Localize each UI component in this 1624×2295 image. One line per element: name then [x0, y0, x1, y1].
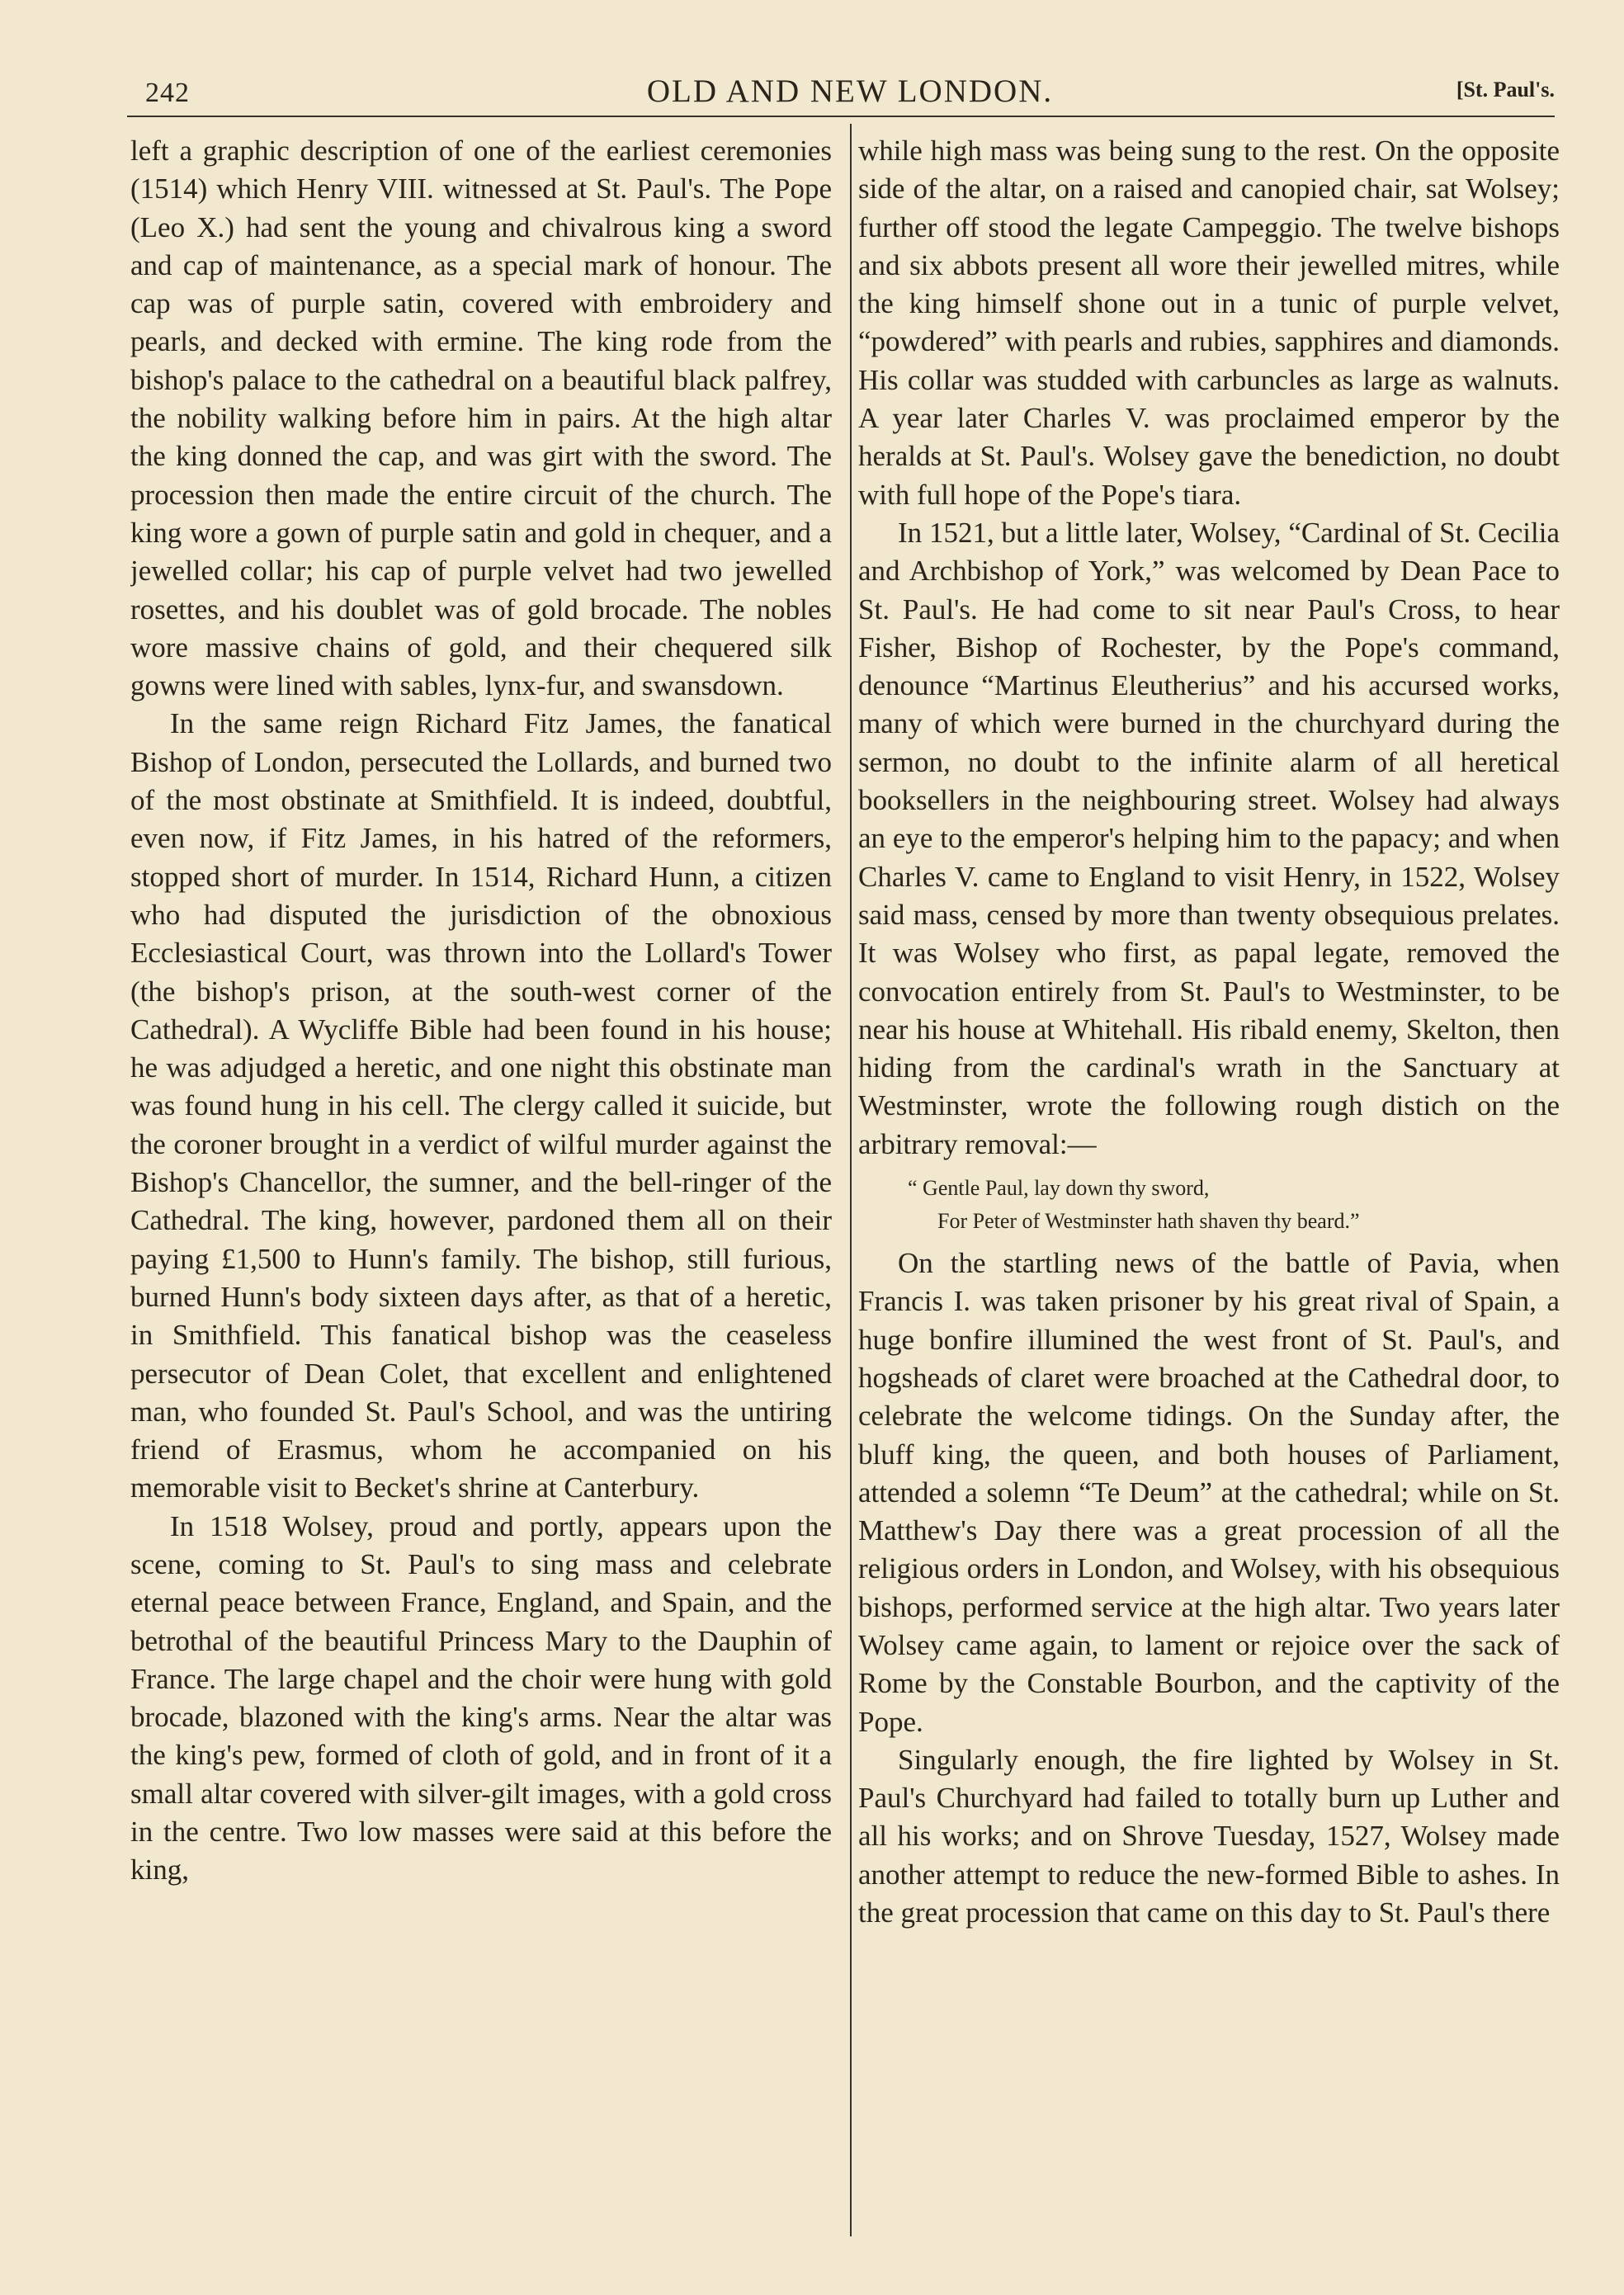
- right-column: [858, 132, 1560, 2245]
- paragraph: On the startling news of the battle of Pavia, when Francis I. was taken prisoner by his great rival of Spain, a huge bonfire illumined the west front of St. Paul's, and hogsheads of claret were broached at the Cathedral door, to celebrate the welcome tidings. On the Sunday after, the bluff king, the queen, and both houses of Parliament, attended a solemn “Te Deum” at the cathedral; while on St. Matthew's Day there was a great procession of all the religious orders in London, and Wolsey, with his obsequious bishops, performed service at the high altar. Two years later Wolsey came again, to lament or rejoice over the sack of Rome by the Constable Bourbon, and the captivity of the Pope.: [858, 1247, 1560, 1738]
- verse-quotation: [908, 1172, 1560, 1238]
- section-label: [St. Paul's.: [1456, 78, 1555, 102]
- verse-line: For Peter of Westminster hath shaven thy beard.”: [937, 1209, 1360, 1234]
- column-divider: [850, 124, 852, 2236]
- paragraph: In 1521, but a little later, Wolsey, “Cardinal of St. Cecilia and Archbishop of York,” was welcomed by Dean Pace to St. Paul's. He had come to sit near Paul's Cross, to hear Fisher, Bishop of Rochester, by the Pope's command, denounce “Martinus Eleutherius” and his accursed works, many of which were burned in the churchyard during the sermon, no doubt to the infinite alarm of all heretical booksellers in the neighbouring street. Wolsey had always an eye to the emperor's helping him to the papacy; and when Charles V. came to England to visit Henry, in 1522, Wolsey said mass, censed by more than twenty obsequious prelates. It was Wolsey who first, as papal legate, removed the convocation entirely from St. Paul's to Westminster, to be near his house at Whitehall. His ribald enemy, Skelton, then hiding from the cardinal's wrath in the Sanctuary at Westminster, wrote the following rough distich on the arbitrary removal:—: [858, 516, 1560, 1160]
- header-rule: [127, 116, 1555, 117]
- left-column: [130, 132, 832, 2245]
- paragraph: Singularly enough, the fire lighted by Wolsey in St. Paul's Churchyard had failed to totally burn up Luther and all his works; and on Shrove Tuesday, 1527, Wolsey made another attempt to reduce the new-formed Bible to ashes. In the great procession that came on this day to St. Paul's there: [858, 1743, 1560, 1929]
- paragraph: In the same reign Richard Fitz James, the fanatical Bishop of London, persecuted the Lollards, and burned two of the most obstinate at Smithfield. It is indeed, doubtful, even now, if Fitz James, in his hatred of the reformers, stopped short of murder. In 1514, Richard Hunn, a citizen who had disputed the jurisdiction of the obnoxious Ecclesiastical Court, was thrown into the Lollard's Tower (the bishop's prison, at the south-west corner of the Cathedral). A Wycliffe Bible had been found in his house; he was adjudged a heretic, and one night this obstinate man was found hung in his cell. The clergy called it suicide, but the coroner brought in a verdict of wilful murder against the Bishop's Chancellor, the sumner, and the bell-ringer of the Cathedral. The king, however, pardoned them all on their paying £1,500 to Hunn's family. The bishop, still furious, burned Hunn's body sixteen days after, as that of a heretic, in Smithfield. This fanatical bishop was the ceaseless persecutor of Dean Colet, that excellent and enlightened man, who founded St. Paul's School, and was the untiring friend of Erasmus, whom he accompanied on his memorable visit to Becket's shrine at Canterbury.: [130, 707, 832, 1504]
- verse-line: “ Gentle Paul, lay down thy sword,: [908, 1176, 1210, 1201]
- page-header: [140, 66, 1560, 116]
- running-title: OLD AND NEW LONDON.: [646, 73, 1054, 109]
- page-number: 242: [145, 78, 190, 108]
- paragraph: while high mass was being sung to the rest. On the opposite side of the altar, on a raised and canopied chair, sat Wolsey; further off stood the legate Campeggio. The twelve bishops and six abbots present all wore their jewelled mitres, while the king himself shone out in a tunic of purple velvet, “powdered” with pearls and rubies, sapphires and diamonds. His collar was studded with carbuncles as large as walnuts. A year later Charles V. was proclaimed emperor by the heralds at St. Paul's. Wolsey gave the benediction, no doubt with full hope of the Pope's tiara.: [858, 135, 1560, 511]
- paragraph: In 1518 Wolsey, proud and portly, appears upon the scene, coming to St. Paul's to sing mass and celebrate eternal peace between France, England, and Spain, and the betrothal of the beautiful Princess Mary to the Dauphin of France. The large chapel and the choir were hung with gold brocade, blazoned with the king's arms. Near the altar was the king's pew, formed of cloth of gold, and in front of it a small altar covered with silver-gilt images, with a gold cross in the centre. Two low masses were said at this before the king,: [130, 1509, 832, 1887]
- paragraph: left a graphic description of one of the earliest ceremonies (1514) which Henry VIII. witnessed at St. Paul's. The Pope (Leo X.) had sent the young and chivalrous king a sword and cap of maintenance, as a special mark of honour. The cap was of purple satin, covered with embroidery and pearls, and decked with ermine. The king rode from the bishop's palace to the cathedral on a beautiful black palfrey, the nobility walking before him in pairs. At the high altar the king donned the cap, and was girt with the sword. The procession then made the entire circuit of the church. The king wore a gown of purple satin and gold in chequer, and a jewelled collar; his cap of purple velvet had two jewelled rosettes, and his doublet was of gold brocade. The nobles wore massive chains of gold, and their chequered silk gowns were lined with sables, lynx-fur, and swansdown.: [130, 135, 832, 702]
